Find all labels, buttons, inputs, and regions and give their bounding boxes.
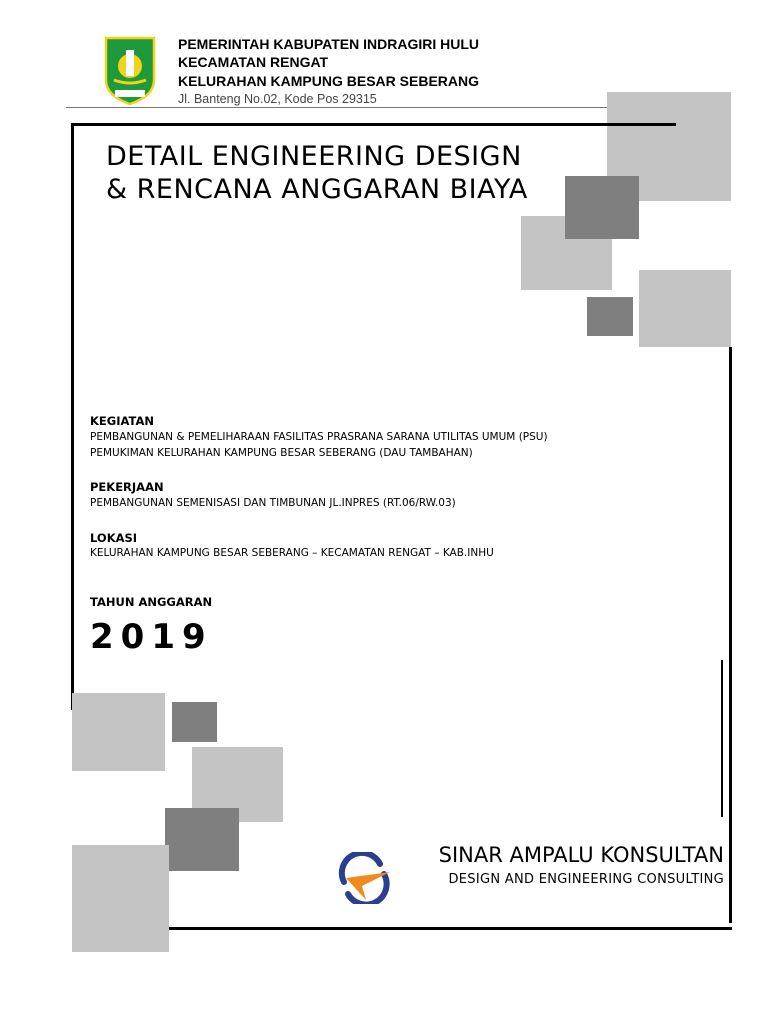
tahun-anggaran-label: TAHUN ANGGARAN [90, 595, 213, 609]
decor-square [639, 270, 731, 347]
decor-square [72, 845, 169, 952]
header-line-regency: PEMERINTAH KABUPATEN INDRAGIRI HULU [178, 36, 479, 52]
frame-right-inner [721, 660, 723, 817]
pekerjaan-label: PEKERJAAN [90, 480, 164, 494]
decor-square [72, 693, 165, 771]
regency-emblem-icon [104, 36, 156, 106]
company-tagline: DESIGN AND ENGINEERING CONSULTING [448, 872, 724, 887]
lokasi-label: LOKASI [90, 531, 138, 545]
decor-square [565, 176, 639, 239]
decor-square [172, 702, 217, 742]
frame-left [71, 123, 74, 710]
kegiatan-label: KEGIATAN [90, 414, 154, 428]
tahun-anggaran-value: 2019 [90, 617, 213, 657]
header-line-village: KELURAHAN KAMPUNG BESAR SEBERANG [178, 73, 480, 89]
company-name: SINAR AMPALU KONSULTAN [438, 843, 724, 867]
document-title-line1: DETAIL ENGINEERING DESIGN [106, 141, 522, 172]
kegiatan-line2: PEMUKIMAN KELURAHAN KAMPUNG BESAR SEBERANG (DAU TAMBAHAN) [90, 447, 473, 459]
document-title-line2: & RENCANA ANGGARAN BIAYA [106, 174, 528, 205]
header-rule [66, 107, 646, 108]
header-line-district: KECAMATAN RENGAT [178, 54, 329, 70]
kegiatan-line1: PEMBANGUNAN & PEMELIHARAAN FASILITAS PRASRANA SARANA UTILITAS UMUM (PSU) [90, 431, 548, 443]
decor-square [587, 297, 633, 336]
lokasi-line1: KELURAHAN KAMPUNG BESAR SEBERANG – KECAMATAN RENGAT – KAB.INHU [90, 547, 494, 559]
frame-right [729, 347, 732, 923]
frame-bottom [136, 927, 732, 930]
decor-square [165, 808, 239, 871]
frame-top [73, 123, 676, 126]
pekerjaan-line1: PEMBANGUNAN SEMENISASI DAN TIMBUNAN JL.INPRES (RT.06/RW.03) [90, 497, 456, 509]
company-logo-icon [336, 852, 392, 904]
header-address: Jl. Banteng No.02, Kode Pos 29315 [178, 92, 377, 106]
